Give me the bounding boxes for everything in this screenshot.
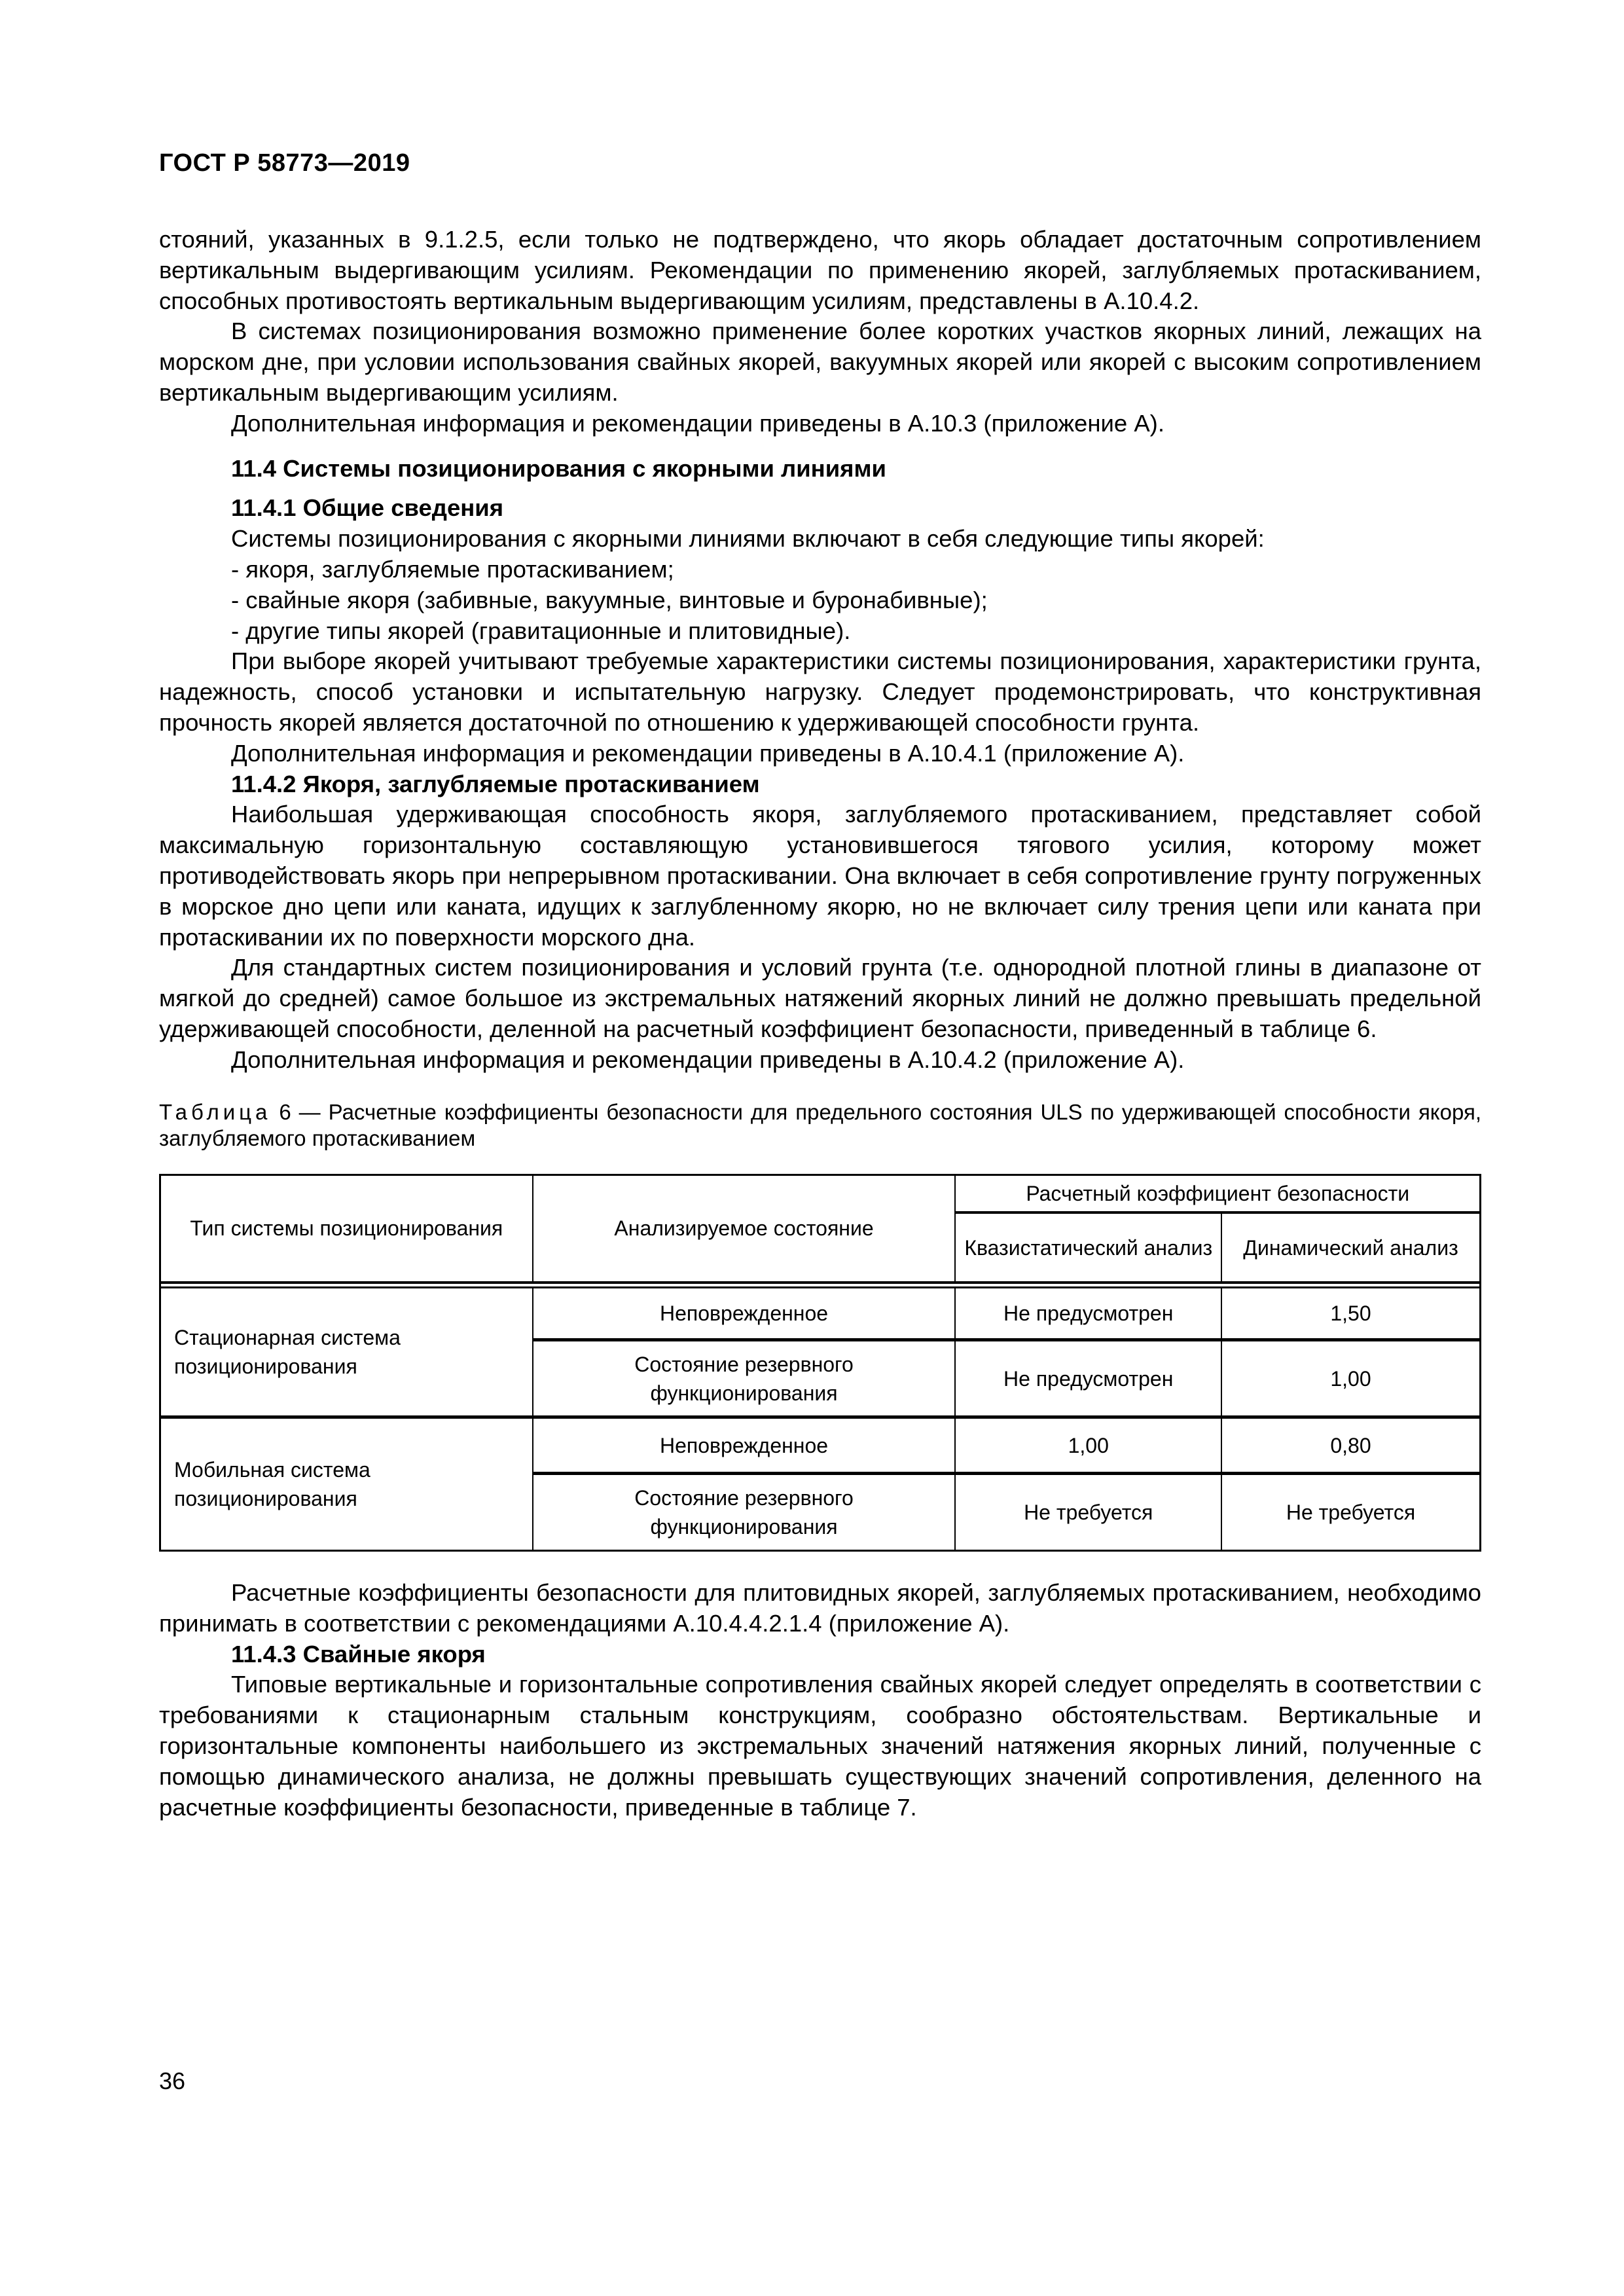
cell-state: Состояние резервного функционирования [533,1474,956,1551]
document-id-header: ГОСТ Р 58773—2019 [159,149,410,177]
header-separator [160,1283,1481,1288]
cell-system: Стационарная система позиционирования [160,1288,533,1417]
cell-dynamic: 1,50 [1221,1288,1480,1340]
paragraph: Системы позиционирования с якорными линиями включают в себя следующие типы якорей: [231,525,1265,553]
paragraph: В системах позиционирования возможно применение более коротких участков якорных линий, лежащих на морском дне, при условии использования свайных якорей, вакуумных якорей или якорей с высоким сопротивлением вертикальным выдергивающим усилиям. [159,318,1481,406]
section-heading-11-4-3: 11.4.3 Свайные якоря [231,1640,486,1667]
header-quasistatic: Квазистатический анализ [955,1212,1221,1283]
paragraph: Дополнительная информация и рекомендации приведены в А.10.4.1 (приложение А). [231,739,1185,767]
header-system-type: Тип системы позиционирования [160,1175,533,1283]
cell-quasistatic: Не требуется [955,1474,1221,1551]
table-caption-text: 6 — Расчетные коэффициенты безопасности для предельного состояния ULS по удерживающей способности якоря, заглубляемого протаскиванием [159,1099,1481,1150]
paragraph: Расчетные коэффициенты безопасности для плитовидных якорей, заглубляемых протаскиванием, необходимо принимать в соответствии с рекомендациями А.10.4.4.2.1.4 (приложение А). [159,1579,1481,1637]
body-text [159,225,1481,1823]
section-heading-11-4-1: 11.4.1 Общие сведения [231,494,504,522]
cell-quasistatic: Не предусмотрен [955,1288,1221,1340]
paragraph: Наибольшая удерживающая способность якоря, заглубляемого протаскиванием, представляет собой максимальную горизонтальную составляющую установившегося тягового усилия, которому может противодействовать якорь при непрерывном протаскивании. Она включает в себя сопротивление грунту погруженных в морское дно цепи или каната, идущих к заглубленному якорю, но не включает силу трения цепи или каната при протаскивании их по поверхности морского дна. [159,801,1481,951]
cell-state: Неповрежденное [533,1417,956,1474]
cell-dynamic: Не требуется [1221,1474,1480,1551]
cell-state: Состояние резервного функционирования [533,1340,956,1417]
list-item: - свайные якоря (забивные, вакуумные, винтовые и буронабивные); [231,586,988,613]
list-item: - якоря, заглубляемые протаскиванием; [231,555,674,583]
paragraph: Дополнительная информация и рекомендации приведены в А.10.3 (приложение А). [231,409,1164,437]
header-factor-group: Расчетный коэффициент безопасности [955,1175,1480,1212]
paragraph: Дополнительная информация и рекомендации приведены в А.10.4.2 (приложение А). [231,1046,1185,1073]
table-caption-label: Таблица [159,1099,272,1124]
list-item: - другие типы якорей (гравитационные и плитовидные). [231,617,851,644]
paragraph: Для стандартных систем позиционирования и условий грунта (т.е. однородной плотной глины в диапазоне от мягкой до средней) самое большое из экстремальных натяжений якорных линий не должно превышать предельной удерживающей способности, деленной на расчетный коэффициент безопасности, приведенный в таблице 6. [159,954,1481,1042]
cell-quasistatic: 1,00 [955,1417,1221,1474]
header-state: Анализируемое состояние [533,1175,956,1283]
paragraph: Типовые вертикальные и горизонтальные сопротивления свайных якорей следует определять в соответствии с требованиями к стационарным стальным конструкциям, сообразно обстоятельствам. Вертикальные и горизонтальные компоненты наибольшего из экстремальных значений натяжения якорных линий, полученные с помощью динамического анализа, не должны превышать существующих значений сопротивления, деленного на расчетные коэффициенты безопасности, приведенные в таблице 7. [159,1671,1481,1821]
cell-dynamic: 1,00 [1221,1340,1480,1417]
paragraph: При выборе якорей учитывают требуемые характеристики системы позиционирования, характеристики грунта, надежность, способ установки и испытательную нагрузку. Следует продемонстрировать, что конструктивная прочность якорей является достаточной по отношению к удерживающей способности грунта. [159,647,1481,736]
section-heading-11-4: 11.4 Системы позиционирования с якорными линиями [231,454,886,482]
table-row [160,1417,1481,1474]
header-dynamic: Динамический анализ [1221,1212,1480,1283]
cell-system: Мобильная система позиционирования [160,1417,533,1551]
table-caption [159,1099,1481,1152]
page-number: 36 [159,2068,186,2094]
cell-quasistatic: Не предусмотрен [955,1340,1221,1417]
safety-factor-table [159,1174,1481,1552]
paragraph: стояний, указанных в 9.1.2.5, если только не подтверждено, что якорь обладает достаточным сопротивлением вертикальным выдергивающим усилиям. Рекомендации по применению якорей, заглубляемых протаскиванием, способных противостоять вертикальным выдергивающим усилиям, представлены в А.10.4.2. [159,226,1481,314]
cell-dynamic: 0,80 [1221,1417,1480,1474]
table-header-row [160,1175,1481,1212]
table-row [160,1288,1481,1340]
cell-state: Неповрежденное [533,1288,956,1340]
section-heading-11-4-2: 11.4.2 Якоря, заглубляемые протаскиванием [231,770,760,797]
